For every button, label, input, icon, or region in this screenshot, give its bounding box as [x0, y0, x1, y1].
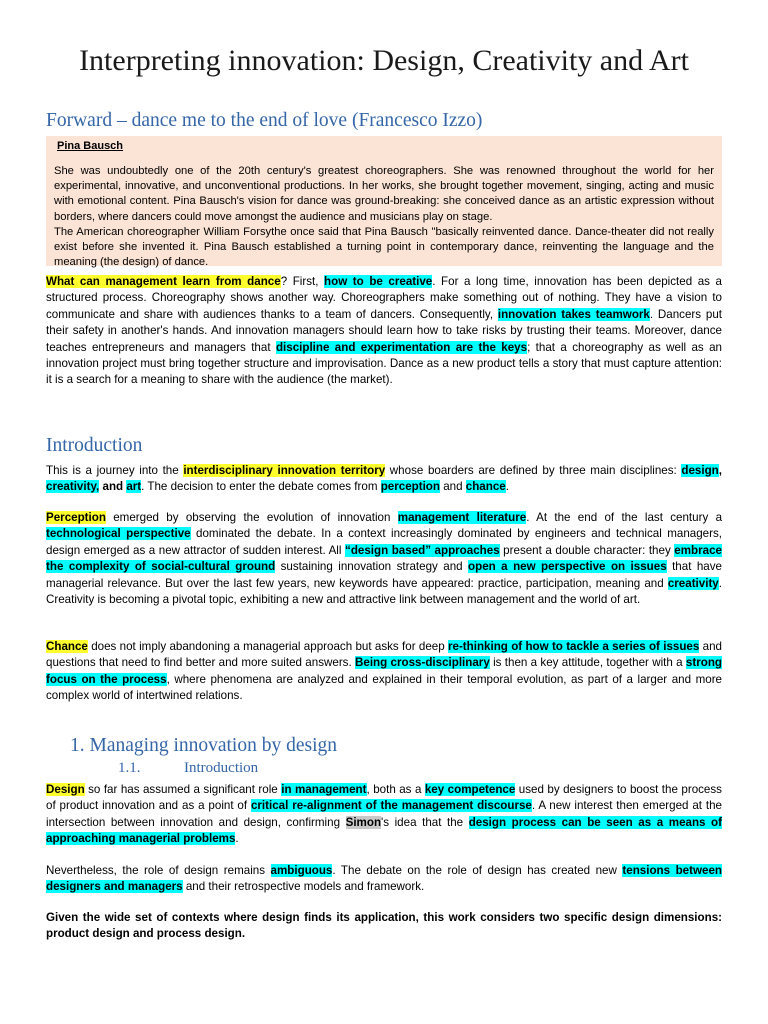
highlight: discipline and experimentation are the keys: [275, 340, 528, 354]
highlight: critical re-alignment of the management discourse: [250, 799, 532, 813]
highlight: design process can be seen as a means of approaching managerial problems: [46, 815, 722, 846]
highlight: open a new perspective on issues: [468, 560, 667, 574]
introduction-heading: Introduction: [46, 435, 143, 456]
box-paragraph-2: The American choreographer William Forsythe once said that Pina Bausch "basically reinvented dance. Dance-theater did not really exist before she invented it. Pina Bausch established a turning point in contemporary dance, reinventing the language and the meaning (the design) of dance.: [54, 225, 714, 269]
section-1-paragraph-1: [46, 782, 722, 848]
highlight: tensions between designers and managers: [46, 864, 722, 894]
text-run: does not imply abandoning a managerial approach but asks for deep: [87, 640, 448, 653]
pina-bausch-box: [46, 136, 722, 269]
highlight: strong focus on the process: [46, 656, 722, 686]
text-run: and: [439, 480, 466, 494]
text-run: Nevertheless, the role of design remains: [46, 864, 271, 877]
text-run: . For a long time, innovation has been depicted as a structured process. Choreography shows another way. Choreographers make something out of nothing. They have a vision to communicate and share with audiences thanks to a team of dancers. Consequently,: [46, 275, 722, 321]
intro-paragraph-3: [46, 639, 722, 705]
highlight: how to be creative: [324, 275, 433, 288]
intro-paragraph-2: [46, 510, 722, 608]
box-title: Pina Bausch: [57, 140, 124, 152]
highlight: in management: [281, 783, 367, 796]
highlight: technological perspective: [46, 527, 191, 541]
text-run: so far has assumed a significant role: [84, 783, 282, 796]
highlight: creativity,: [46, 480, 100, 494]
foreword-heading: Forward – dance me to the end of love (Francesco Izzo): [46, 110, 483, 131]
highlight: management literature: [397, 511, 527, 524]
text-run: . The debate on the role of design has created new: [332, 864, 623, 877]
text-run: . Dancers put their safety in another's hands. And innovation managers should learn how to take risks by trusting their teams. Moreover, dance teaches entrepreneurs and managers that: [46, 307, 722, 354]
highlight: What can management learn from dance: [46, 275, 281, 288]
highlight: key competence: [424, 783, 516, 796]
text-run: This is a journey into the: [46, 464, 184, 477]
highlight: Simon: [345, 815, 382, 829]
highlight: creativity: [667, 576, 719, 590]
highlight: chance: [465, 480, 506, 494]
highlight: ambiguous: [270, 864, 333, 877]
box-text: [54, 164, 714, 270]
highlight: Design: [46, 783, 85, 796]
text-run: . At the end of the last century a: [526, 511, 723, 524]
text-run: , where phenomena are analyzed and explained in their temporal evolution, as part of a larger and more complex world of intertwined relations.: [46, 672, 723, 703]
text-run: . A new interest then emerged at the intersection between innovation and design, confirming: [46, 799, 722, 829]
text-run: dominated the debate. In a context increasingly dominated by engineers and technical managers, design emerged as a new attractor of sudden interest. All: [46, 527, 722, 557]
text-run: .: [505, 480, 509, 494]
text-run: used by designers to boost the process of product innovation and as a point of: [46, 783, 722, 813]
highlight: Perception: [46, 511, 106, 524]
highlight: re-thinking of how to tackle a series of issues: [447, 640, 700, 653]
subsection-title: Introduction: [184, 760, 259, 776]
highlight: embrace the complexity of social-cultural ground: [46, 543, 722, 574]
text-run: is then a key attitude, together with a: [489, 656, 686, 670]
highlight: “design based” approaches: [345, 543, 500, 557]
text-run: sustaining innovation strategy and: [275, 560, 469, 574]
highlight: art: [126, 480, 142, 494]
highlight: Being cross-disciplinary: [355, 656, 490, 670]
highlight: perception: [380, 480, 440, 494]
text-run: and questions that need to find better and more suited answers.: [46, 640, 722, 670]
text-run: ? First,: [280, 275, 325, 288]
section-1-heading: 1. Managing innovation by design: [70, 735, 338, 756]
text-run: . Creativity is becoming a pivotal topic, exhibiting a new and attractive link between management and the world of art.: [46, 576, 722, 607]
highlight: design: [681, 464, 719, 477]
text-run: , both as a: [366, 783, 425, 796]
box-paragraph-1: She was undoubtedly one of the 20th century's greatest choreographers. She was renowned throughout the world for her experimental, innovative, and unconventional productions. In her works, she brought together movement, singing, acting and music with emotional content. Pina Bausch's vision for dance was ground-breaking: she conceived dance as an artistic expression without borders, where dancers could move amongst the audience and musicians play on stage.: [54, 165, 714, 223]
foreword-paragraph: [46, 274, 722, 389]
text-run: . The decision to enter the debate comes from: [141, 480, 381, 494]
text-run: ,: [718, 464, 722, 477]
text-run: emerged by observing the evolution of innovation: [105, 511, 398, 524]
section-1-paragraph-2: [46, 863, 722, 896]
subsection-number: 1.1.: [118, 760, 141, 776]
text-run: whose boarders are defined by three main disciplines:: [385, 464, 682, 477]
text-run: and their retrospective models and framework.: [182, 880, 425, 894]
highlight: innovation takes teamwork: [497, 307, 650, 321]
text-run: .: [235, 832, 239, 846]
section-1-paragraph-3: Given the wide set of contexts where design finds its application, this work considers two specific design dimensions: product design and process design.: [46, 911, 722, 941]
text-run: 's idea that the: [381, 815, 469, 829]
intro-paragraph-1: [46, 463, 722, 496]
text-run: ; that a choreography as well as an innovation project must bring together structure and improvisation. Dance as a new product tells a story that must capture attention: it is a search for a meaning to share with the audience (the market).: [46, 340, 723, 387]
text-run: present a double character: they: [499, 543, 675, 557]
text-run: and: [99, 480, 127, 494]
text-run: that have managerial relevance. But over the last few years, new keywords have appeared: practice, participation, meaning and: [46, 560, 722, 590]
highlight: interdisciplinary innovation territory: [183, 464, 386, 477]
highlight: Chance: [46, 640, 88, 653]
document-title: Interpreting innovation: Design, Creativity and Art: [79, 44, 689, 77]
